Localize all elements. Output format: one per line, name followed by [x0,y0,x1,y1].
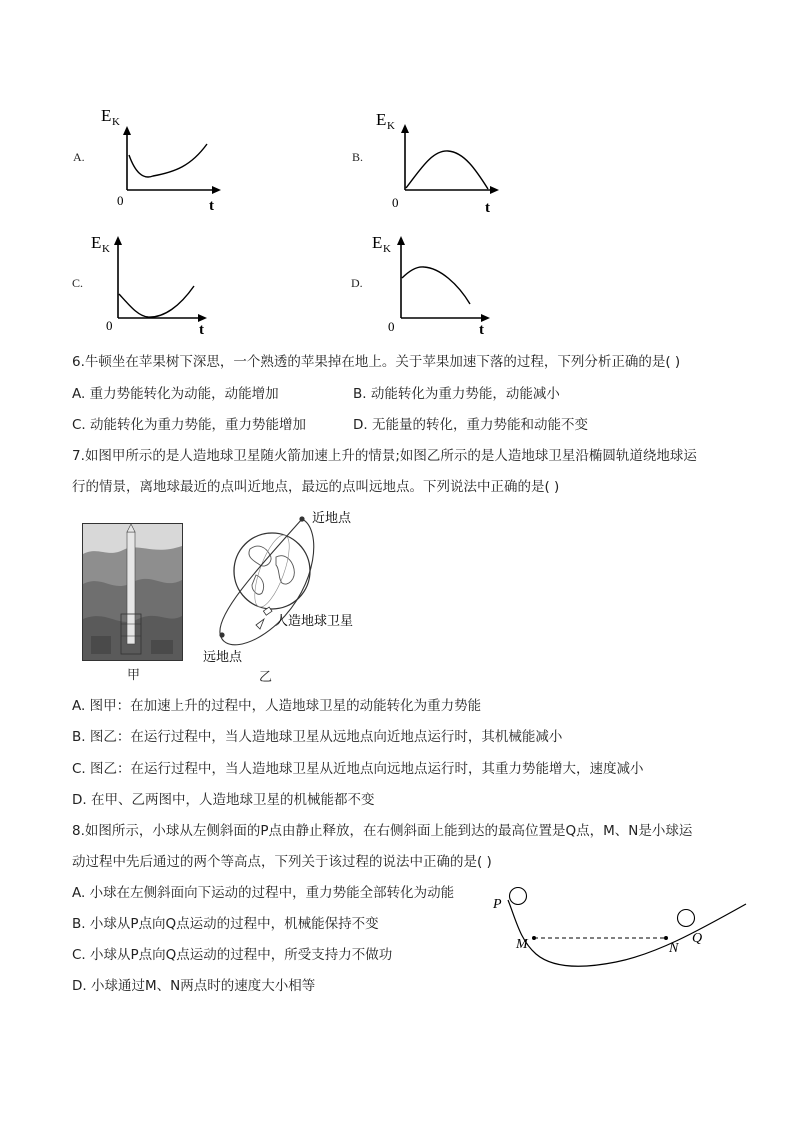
graph-c [88,228,223,338]
q6-option-a: A. 重力势能转化为动能，动能增加 [72,386,279,402]
rocket-illustration [83,524,182,660]
track-curve [508,900,746,966]
q8-option-b: B. 小球从P点向Q点运动的过程中，机械能保持不变 [72,916,379,932]
q6-option-d: D. 无能量的转化，重力势能和动能不变 [353,417,588,433]
graph-b-origin: 0 [392,195,399,210]
graph-c-ek: E [91,233,102,252]
track-diagram [486,880,751,975]
graph-d-curve [402,267,470,304]
label-m: M [516,937,528,952]
fig-jia-label: 甲 [127,668,141,683]
apogee-point [219,632,224,637]
graph-d-origin: 0 [388,319,395,334]
q7-stem-line2: 行的情景，离地球最近的点叫近地点，最远的点叫远地点。下列说法中正确的是( ) [72,479,560,495]
perigee-point [299,516,304,521]
q7-option-b: B. 图乙：在运行过程中，当人造地球卫星从远地点向近地点运行时，其机械能减小 [72,729,563,745]
graph-d-t: t [479,322,484,338]
q8-stem-line1: 8.如图所示，小球从左侧斜面的P点由静止释放，在右侧斜面上能到达的最高位置是Q点，M、N是小球运 [72,823,693,839]
q6-option-b: B. 动能转化为重力势能，动能减小 [353,386,560,402]
graph-a-ek: E [101,106,112,125]
q8-stem-line2: 动过程中先后通过的两个等高点，下列关于该过程的说法中正确的是( ) [72,854,492,870]
graph-b-ek: E [376,110,387,129]
graph-c-curve [119,286,194,317]
point-n [664,936,668,940]
point-m [532,936,536,940]
label-perigee: 近地点 [312,510,352,525]
label-p: P [493,897,502,912]
q6-stem: 6.牛顿坐在苹果树下深思，一个熟透的苹果掉在地上。关于苹果加速下落的过程，下列分析正确的是( ) [72,354,681,370]
rocket-photo [82,523,183,661]
label-satellite: 人造地球卫星 [275,613,354,628]
ball-at-q [678,910,695,927]
option-c-letter: C. [72,276,84,290]
graph-a-k: K [112,116,120,128]
option-a-letter: A. [73,150,85,164]
q8-option-d: D. 小球通过M、N两点时的速度大小相等 [72,978,316,994]
orbit-diagram [200,505,380,670]
q8-option-a: A. 小球在左侧斜面向下运动的过程中，重力势能全部转化为动能 [72,885,455,901]
graph-b-t: t [485,200,490,216]
graph-a-t: t [209,198,214,214]
graph-d [368,228,503,338]
option-d-letter: D. [351,276,363,290]
graph-b-k: K [387,120,395,132]
graph-b [372,108,507,218]
label-apogee: 远地点 [203,649,243,664]
ball-at-p [510,888,527,905]
graph-a [95,100,230,215]
q6-option-c: C. 动能转化为重力势能，重力势能增加 [72,417,307,433]
graph-b-curve [406,151,488,189]
label-q: Q [692,931,703,946]
fig-yi-label: 乙 [259,670,273,685]
graph-c-origin: 0 [106,318,113,333]
option-b-letter: B. [352,150,364,164]
q7-stem-line1: 7.如图甲所示的是人造地球卫星随火箭加速上升的情景;如图乙所示的是人造地球卫星沿椭圆轨道绕地球运 [72,448,697,464]
graph-d-ek: E [372,233,383,252]
label-n: N [669,941,679,956]
graph-a-origin: 0 [117,193,124,208]
graph-d-k: K [383,243,391,255]
graph-a-curve [129,144,207,177]
q7-option-a: A. 图甲：在加速上升的过程中，人造地球卫星的动能转化为重力势能 [72,698,482,714]
q7-option-c: C. 图乙：在运行过程中，当人造地球卫星从近地点向远地点运行时，其重力势能增大，速度减小 [72,761,644,777]
q7-option-d: D. 在甲、乙两图中，人造地球卫星的机械能都不变 [72,792,375,808]
q8-option-c: C. 小球从P点向Q点运动的过程中，所受支持力不做功 [72,947,393,963]
graph-c-t: t [199,322,204,338]
graph-c-k: K [102,243,110,255]
